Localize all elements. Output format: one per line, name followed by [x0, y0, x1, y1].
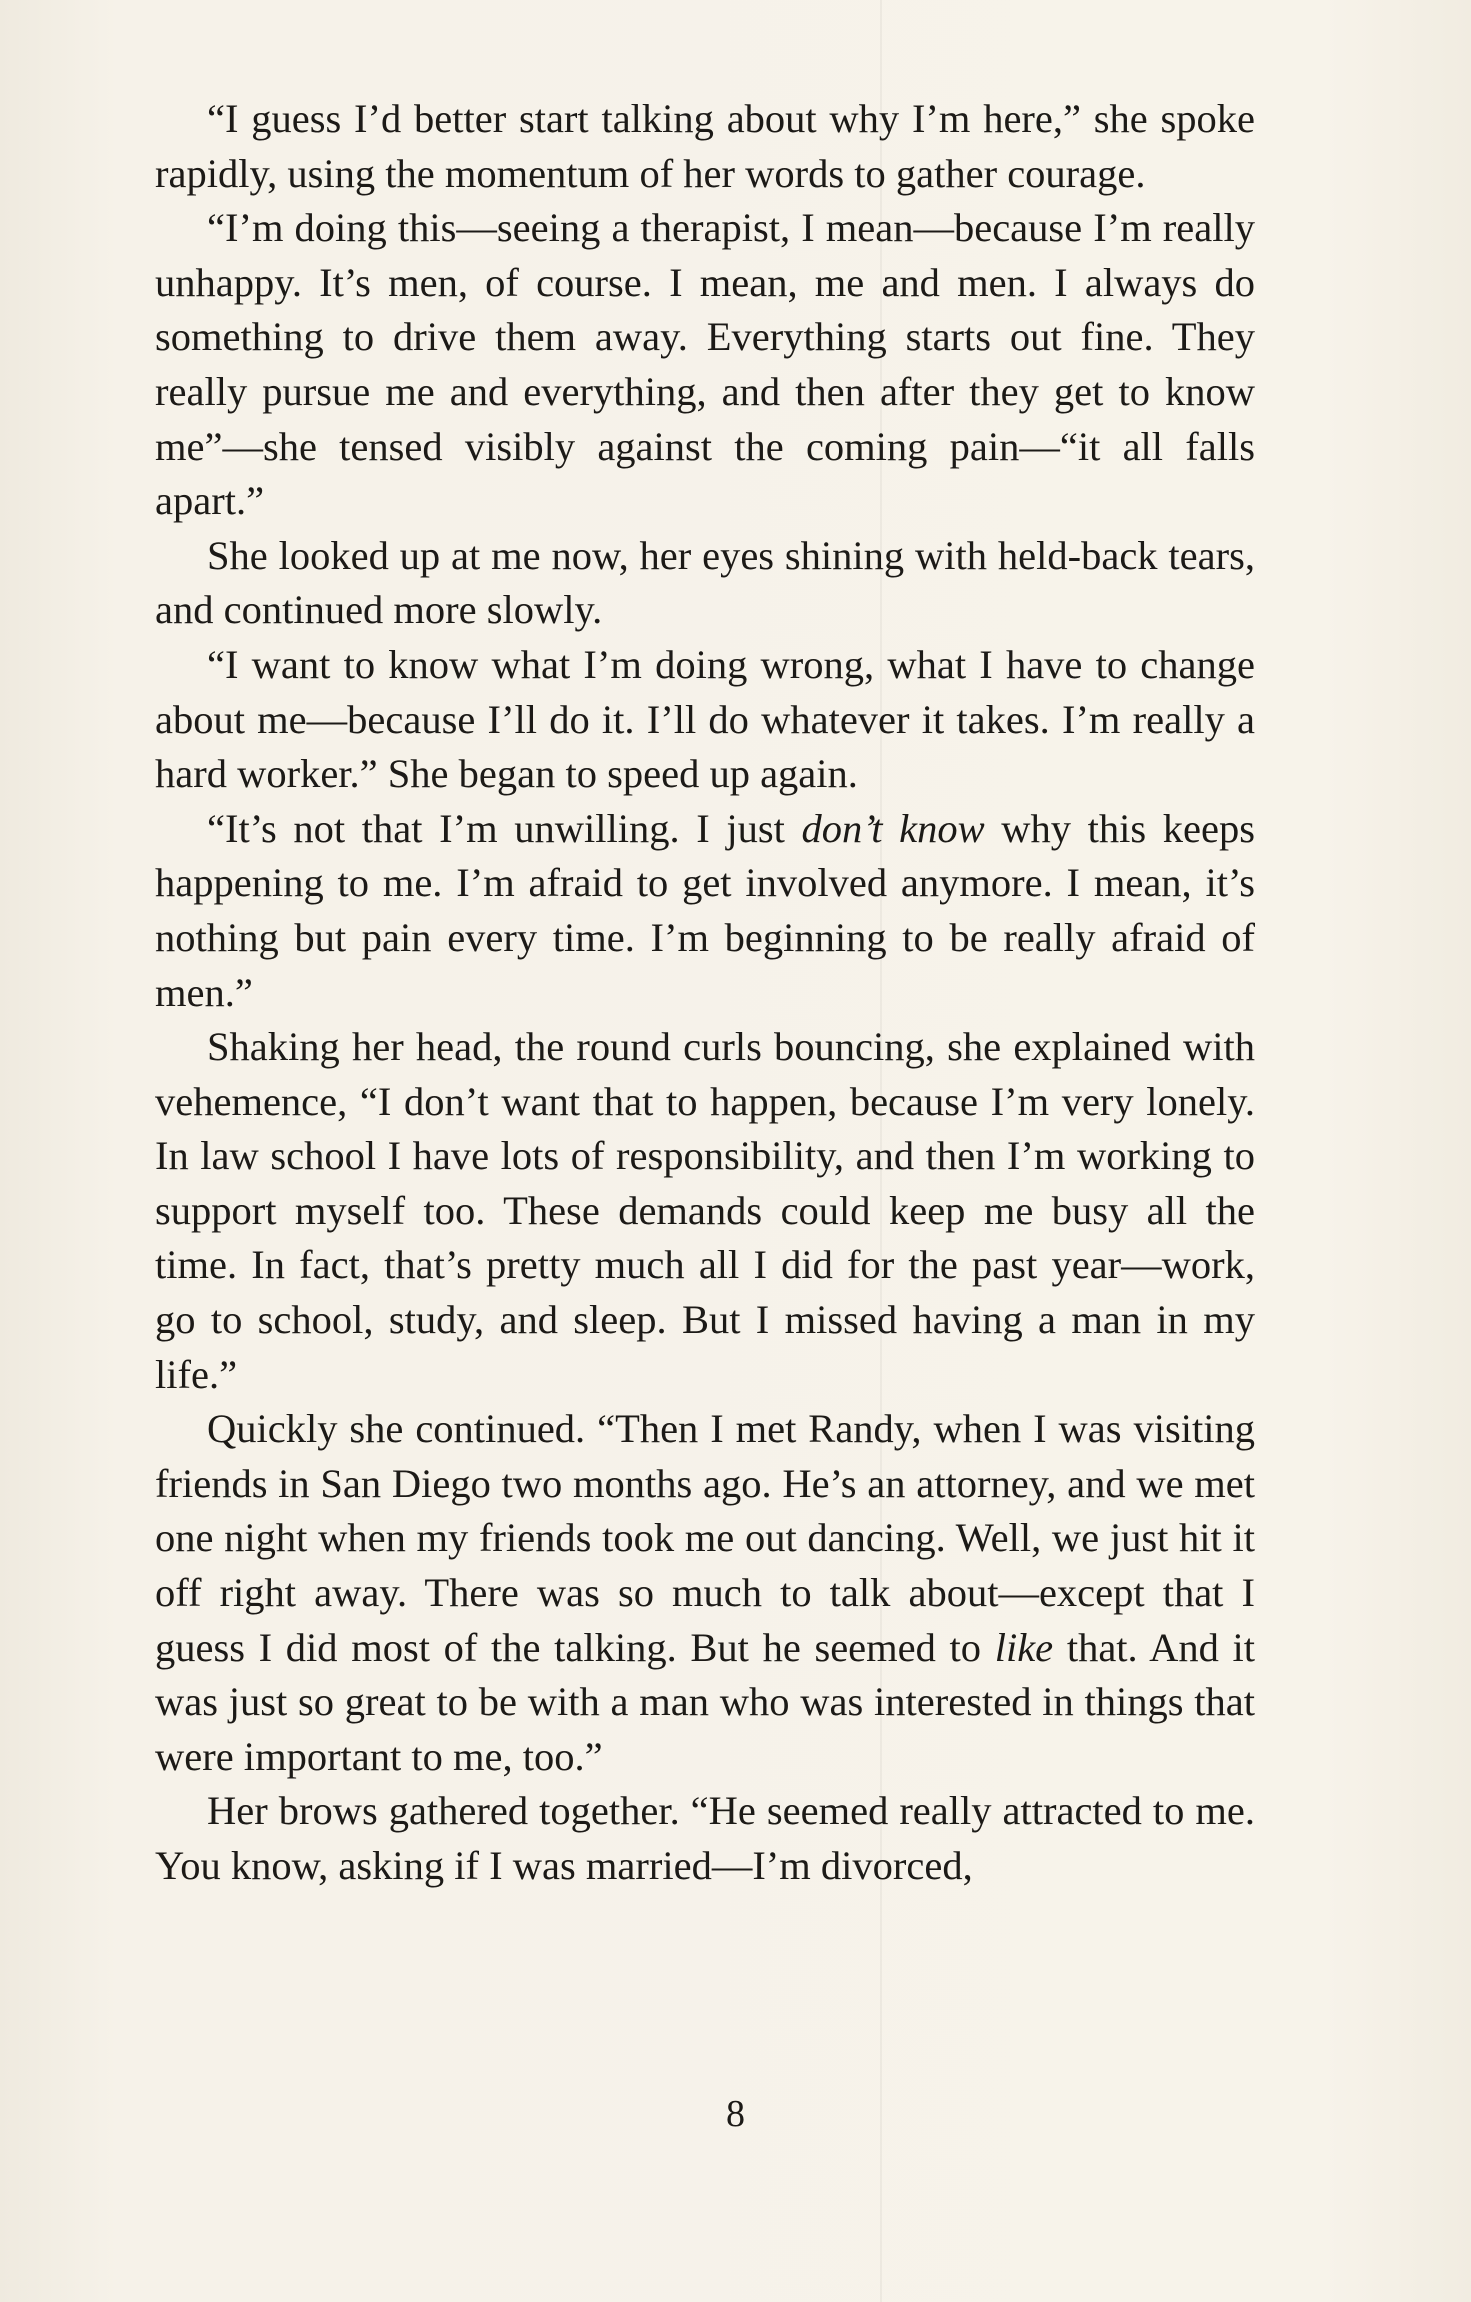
- paragraph-8: Her brows gathered together. “He seemed really attracted to me. You know, asking if I was married—I’m divorced,: [155, 1788, 1255, 1888]
- page-number: 8: [726, 2093, 745, 2135]
- paragraph-5-emphasis: don’t know: [801, 805, 985, 851]
- paragraph-5-end: why this keeps happening to me. I’m afraid to get involved anymore. I mean, it’s nothing but pain every time. I’m beginning to be really afraid of men.”: [155, 805, 1255, 1015]
- paragraph-7-emphasis: like: [994, 1624, 1054, 1670]
- paragraph-7-end: that. And it was just so great to be with a man who was interested in things that were important to me, too.”: [155, 1624, 1256, 1779]
- paragraph-7-start: Quickly she continued. “Then I met Randy, when I was visiting friends in San Diego two months ago. He’s an attorney, and we met one night when my friends took me out dancing. Well, we just hit it off right away. There was so much to talk about—except that I guess I did most of the talking. But he seemed to: [155, 1406, 1255, 1670]
- paragraph-4: “I want to know what I’m doing wrong, what I have to change about me—because I’ll do it. I’ll do whatever it takes. I’m really a hard worker.” She began to speed up again.: [155, 641, 1255, 797]
- paragraph-5: [155, 802, 1255, 1020]
- paragraph-1: “I guess I’d better start talking about why I’m here,” she spoke rapidly, using the momentum of her words to gather courage.: [155, 96, 1255, 196]
- paragraph-2: “I’m doing this—seeing a therapist, I mean—because I’m really unhappy. It’s men, of course. I mean, me and men. I always do something to drive them away. Everything starts out fine. They really pursue me and everything, and then after they get to know me”—she tensed visibly against the coming pain—“it all falls apart.”: [155, 205, 1255, 524]
- body-text: [155, 92, 1255, 1894]
- paragraph-3: She looked up at me now, her eyes shining with held-back tears, and continued more slowly.: [155, 532, 1255, 633]
- paragraph-6: Shaking her head, the round curls bouncing, she explained with vehemence, “I don’t want that to happen, because I’m very lonely. In law school I have lots of responsibility, and then I’m working to support myself too. These demands could keep me busy all the time. In fact, that’s pretty much all I did for the past year—work, go to school, study, and sleep. But I missed having a man in my life.”: [155, 1024, 1255, 1397]
- paragraph-7: [155, 1402, 1255, 1784]
- paragraph-5-start: “It’s not that I’m unwilling. I just: [207, 805, 802, 851]
